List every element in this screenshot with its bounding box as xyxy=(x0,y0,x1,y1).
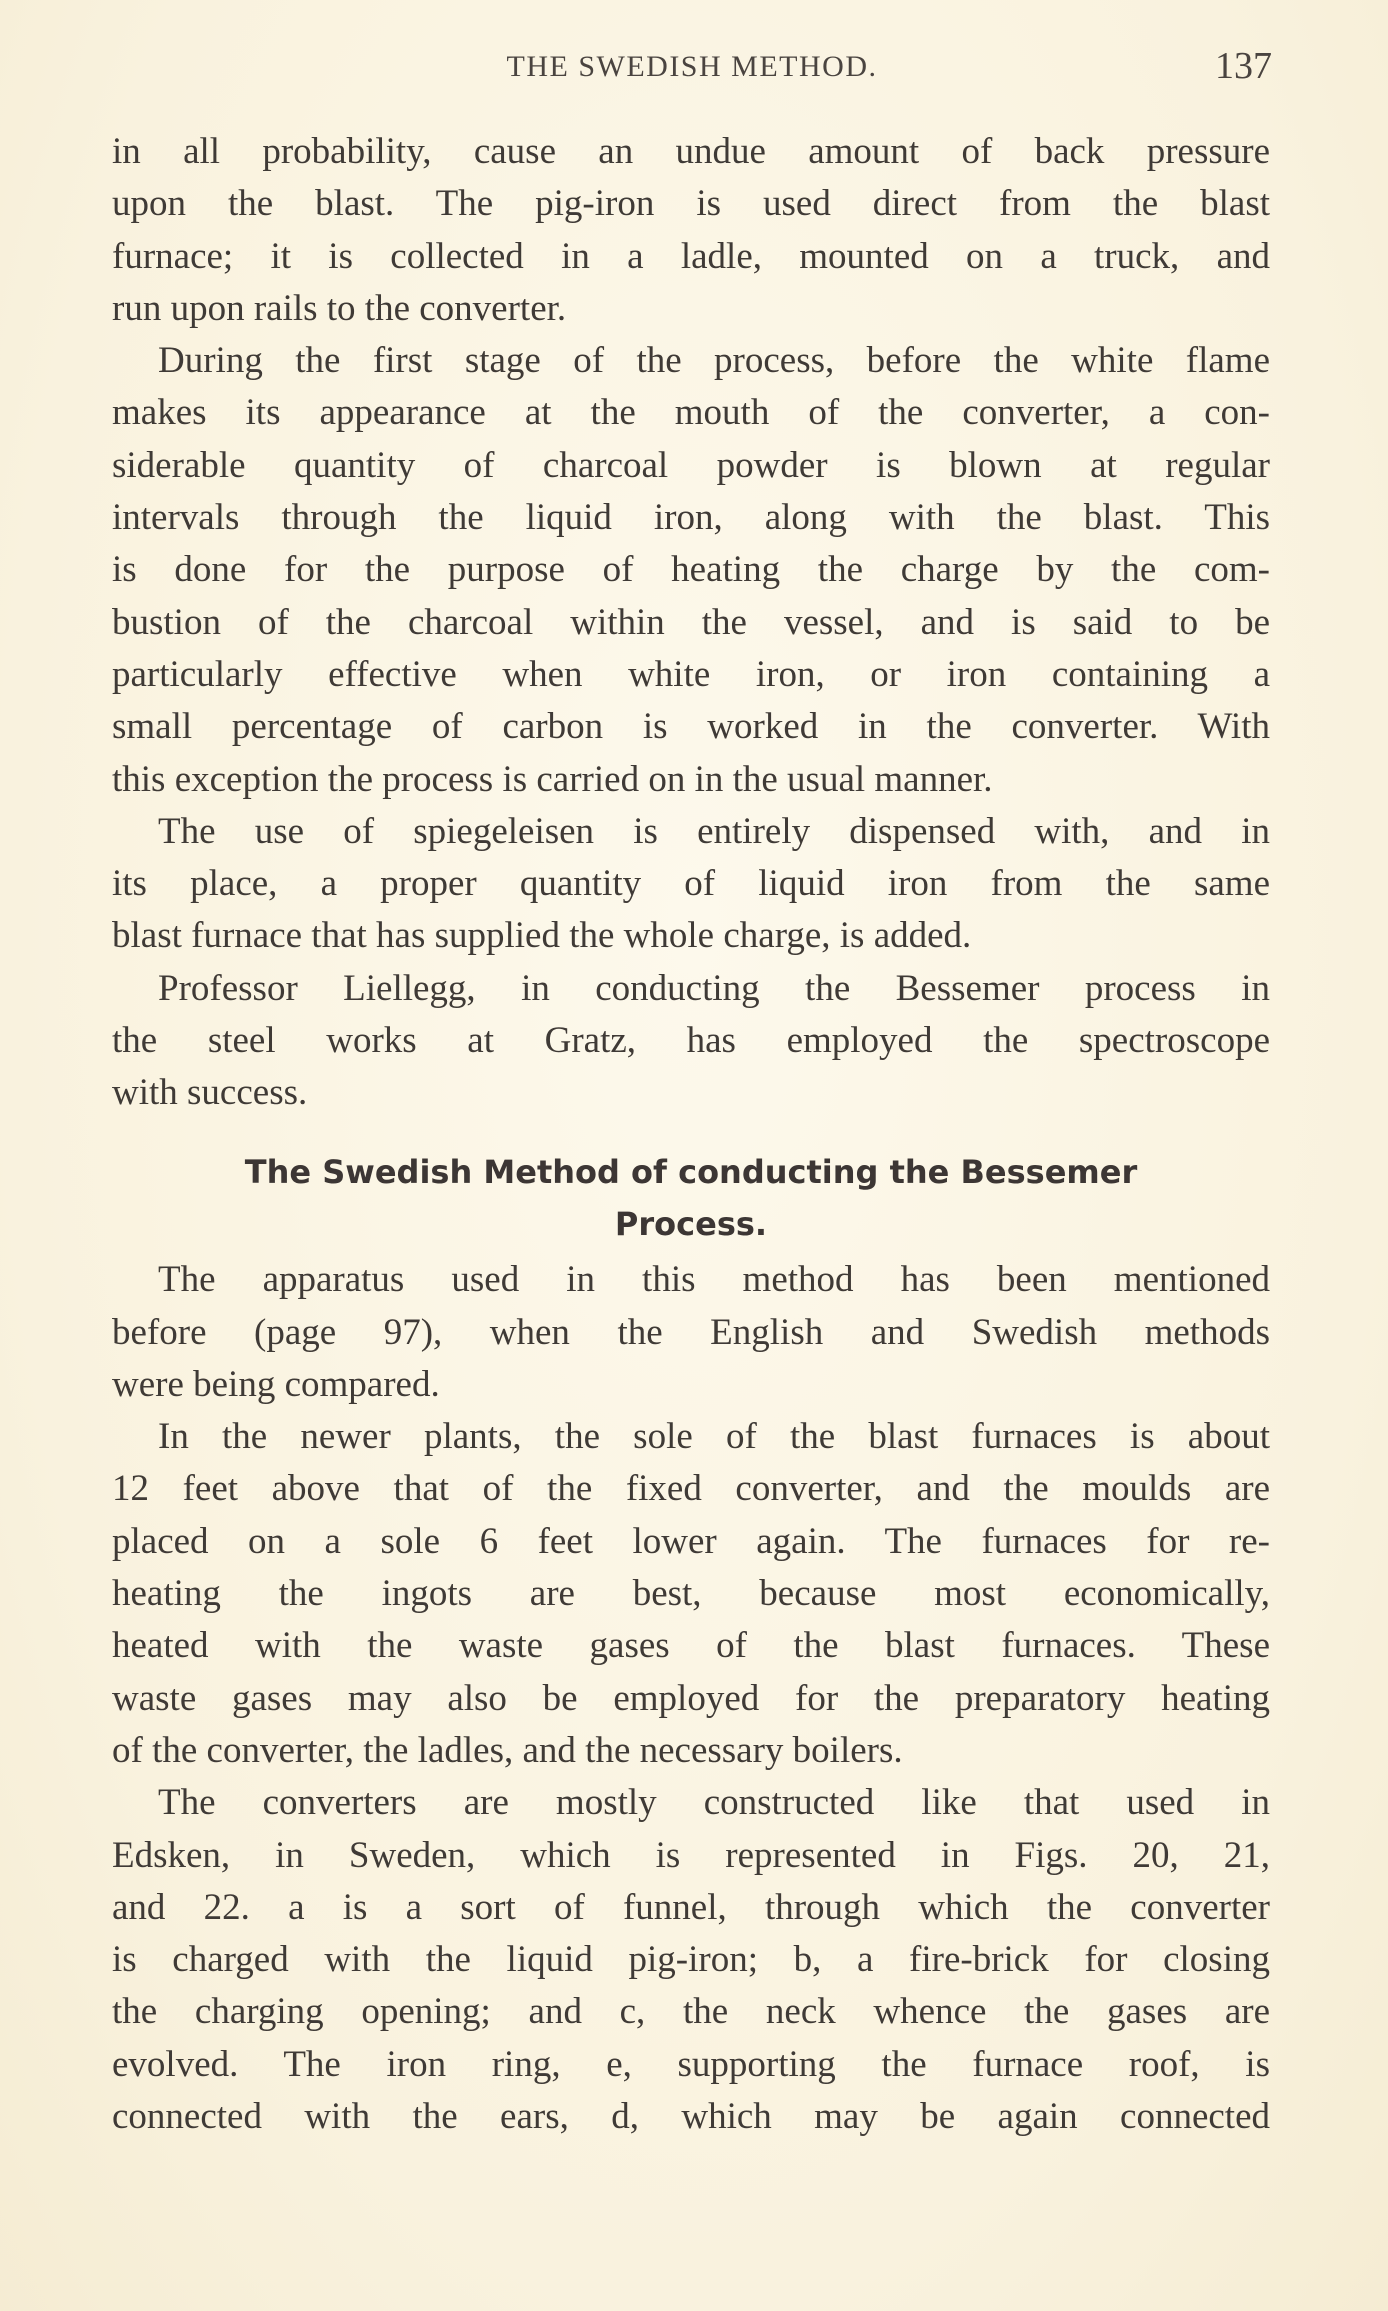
text-line: makes its appearance at the mouth of the converter, a con- xyxy=(112,392,1270,434)
text-line: furnace; it is collected in a ladle, mounted on a truck, and xyxy=(112,235,1270,277)
section-heading-line: Process. xyxy=(614,1204,768,1243)
text-line: is done for the purpose of heating the charge by the com- xyxy=(112,549,1270,591)
paragraph xyxy=(112,126,1270,335)
section-heading-line: The Swedish Method of conducting the Bessemer xyxy=(244,1152,1138,1191)
text-line: In the newer plants, the sole of the blast furnaces is about xyxy=(158,1416,1270,1458)
text-line: heating the ingots are best, because most economically, xyxy=(112,1573,1270,1615)
text-line: The apparatus used in this method has been mentioned xyxy=(158,1259,1270,1301)
text-line: bustion of the charcoal within the vessel, and is said to be xyxy=(112,601,1270,643)
text-line: the steel works at Gratz, has employed the spectroscope xyxy=(112,1020,1270,1062)
body-text xyxy=(112,126,1270,2143)
page-number: 137 xyxy=(1215,45,1272,87)
text-line: heated with the waste gases of the blast furnaces. These xyxy=(112,1625,1270,1667)
paragraph xyxy=(112,335,1270,806)
paragraph xyxy=(112,1254,1270,1411)
text-line: The converters are mostly constructed like that used in xyxy=(158,1782,1270,1824)
running-title: THE SWEDISH METHOD. xyxy=(506,50,878,83)
text-line: is charged with the liquid pig-iron; b, a fire-brick for closing xyxy=(112,1939,1270,1981)
section-heading xyxy=(112,1146,1270,1251)
text-line: intervals through the liquid iron, along with the blast. This xyxy=(112,497,1270,539)
text-line: of the converter, the ladles, and the necessary boilers. xyxy=(112,1729,903,1771)
text-line: 12 feet above that of the fixed converter, and the moulds are xyxy=(112,1468,1270,1510)
text-line: the charging opening; and c, the neck whence the gases are xyxy=(112,1991,1270,2033)
paragraph xyxy=(112,1411,1270,1777)
text-line: before (page 97), when the English and Swedish methods xyxy=(112,1311,1270,1353)
text-line: evolved. The iron ring, e, supporting the furnace roof, is xyxy=(112,2043,1270,2085)
text-line: and 22. a is a sort of funnel, through which the converter xyxy=(112,1886,1270,1928)
text-line: During the first stage of the process, before the white flame xyxy=(158,340,1270,382)
text-line: its place, a proper quantity of liquid iron from the same xyxy=(112,863,1270,905)
text-line: run upon rails to the converter. xyxy=(112,287,567,329)
spacer xyxy=(112,1120,1270,1146)
paragraph xyxy=(112,806,1270,963)
text-line: particularly effective when white iron, or iron containing a xyxy=(112,653,1270,695)
paragraph xyxy=(112,1777,1270,2143)
text-line: blast furnace that has supplied the whole charge, is added. xyxy=(112,915,972,957)
text-line: The use of spiegeleisen is entirely dispensed with, and in xyxy=(158,810,1270,852)
text-line: placed on a sole 6 feet lower again. The furnaces for re- xyxy=(112,1520,1270,1562)
text-line: this exception the process is carried on in the usual manner. xyxy=(112,758,993,800)
text-line: connected with the ears, d, which may be again connected xyxy=(112,2095,1270,2137)
paragraph xyxy=(112,963,1270,1120)
text-line: waste gases may also be employed for the preparatory heating xyxy=(112,1677,1270,1719)
text-line: in all probability, cause an undue amount of back pressure xyxy=(112,131,1270,172)
text-line: were being compared. xyxy=(112,1363,440,1405)
text-line: Edsken, in Sweden, which is represented in Figs. 20, 21, xyxy=(112,1834,1270,1876)
text-line: upon the blast. The pig-iron is used direct from the blast xyxy=(112,183,1270,225)
running-head xyxy=(112,46,1272,90)
text-line: Professor Liellegg, in conducting the Bessemer process in xyxy=(158,967,1270,1009)
text-line: with success. xyxy=(112,1072,308,1114)
text-line: small percentage of carbon is worked in the converter. With xyxy=(112,706,1270,748)
text-line: siderable quantity of charcoal powder is blown at regular xyxy=(112,444,1270,486)
